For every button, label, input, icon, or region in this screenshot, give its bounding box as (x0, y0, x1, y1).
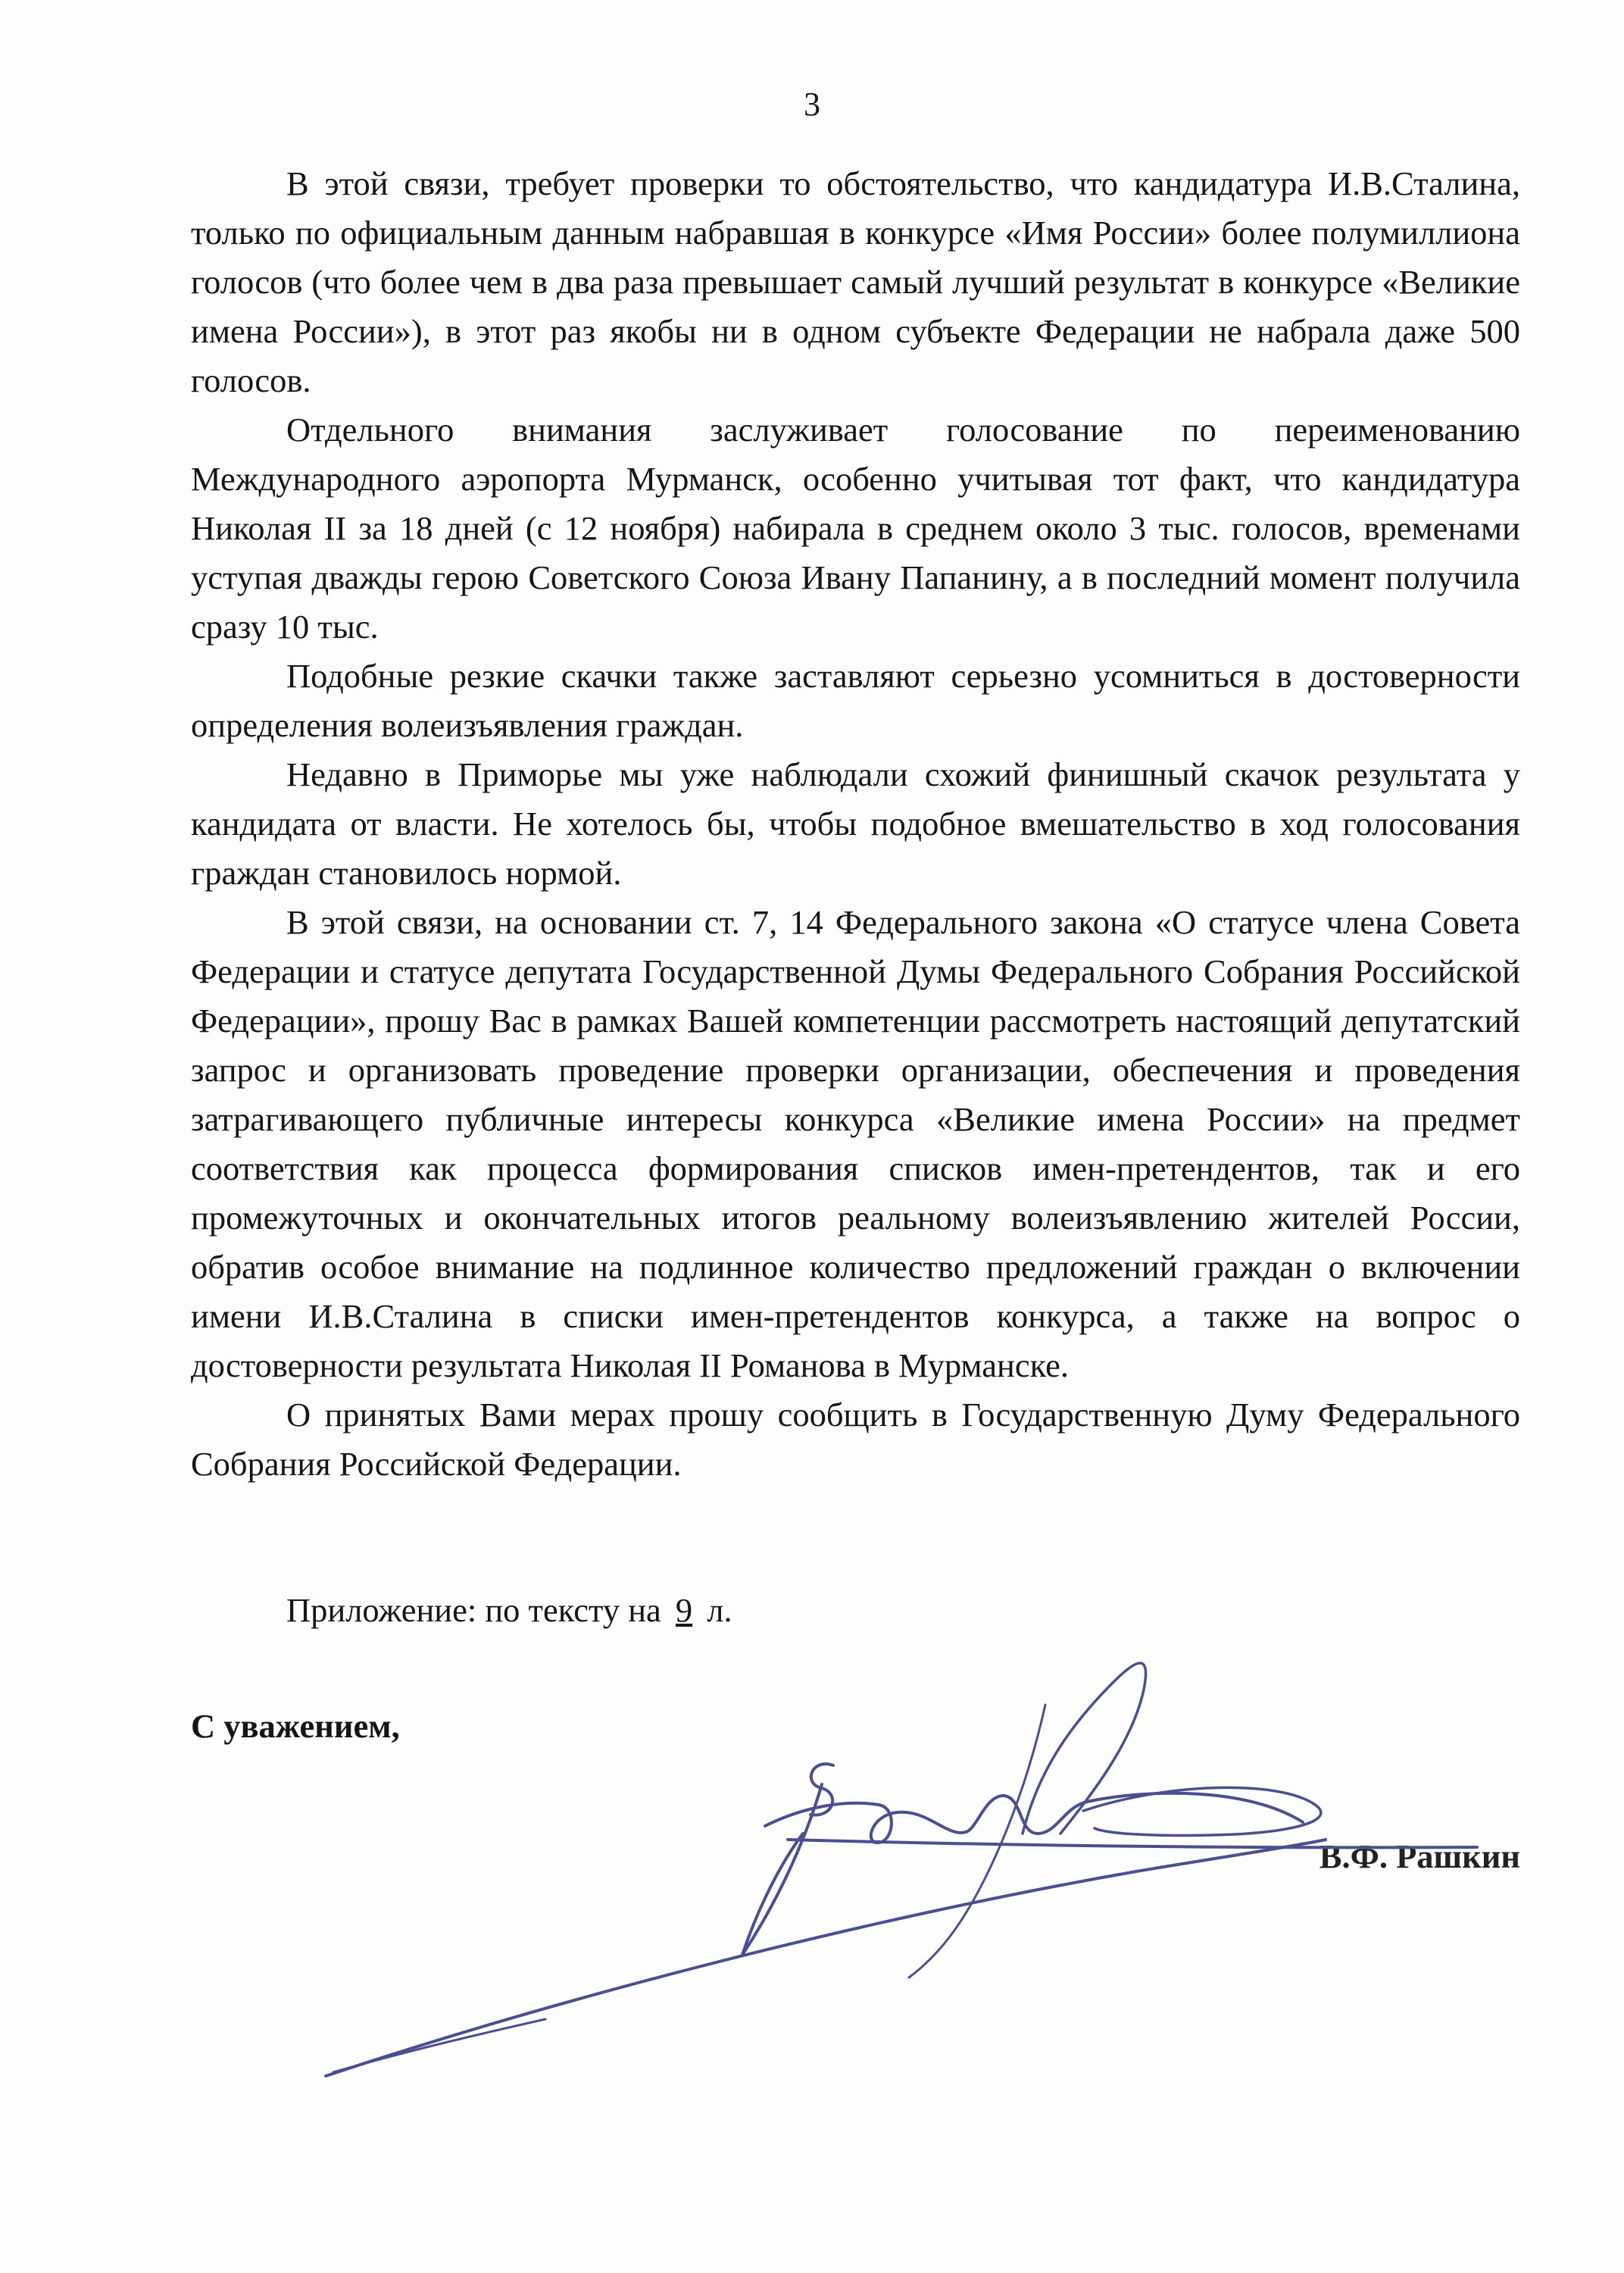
closing-salutation: С уважением, (191, 1707, 400, 1745)
signature-right-loop (1083, 1787, 1321, 1835)
page-number: 3 (804, 86, 820, 123)
signature-return-sweep (333, 2019, 545, 2072)
paragraph-sharp-jumps: Подобные резкие скачки также заставляют серьезно усомниться в достоверности определения волеизъявления граждан. (191, 657, 1520, 744)
signature-tail (909, 1705, 1045, 1978)
paragraph-stalin-votes: В этой связи, требует проверки то обстоятельство, что кандидатура И.В.Сталина, только по официальным данным набравшая в конкурсе «Имя России» более полумиллиона голосов (что более чем в два раза превышает самый лучший результат в конкурсе «Великие имена России»), в этот раз якобы ни в одном субъекте Федерации не набрала даже 500 голосов. (191, 164, 1520, 399)
attachment-prefix: Приложение: по тексту на (286, 1591, 661, 1629)
attachment-suffix: л. (707, 1591, 732, 1629)
paragraph-request: В этой связи, на основании ст. 7, 14 Федерального закона «О статусе члена Совета Федерации и статусе депутата Государственной Думы Федерального Собрания Российской Федерации», прошу Вас в рамках Вашей компетенции рассмотреть настоящий депутатский запрос и организовать проведение проверки организации, обеспечения и проведения затрагивающего публичные интересы конкурса «Великие имена России» на предмет соответствия как процесса формирования списков имен-претендентов, так и его промежуточных и окончательных итогов реальному волеизъявлению жителей России, обратив особое внимание на подлинное количество предложений граждан о включении имени И.В.Сталина в списки имен-претендентов конкурса, а также на вопрос о достоверности результата Николая II Романова в Мурманске. (191, 903, 1520, 1384)
attachment-page-count: 9 (675, 1591, 693, 1629)
signer-name: В.Ф. Рашкин (1319, 1837, 1520, 1875)
attachment-line (286, 1587, 732, 1633)
paragraph-murmansk-airport: Отдельного внимания заслуживает голосование по переименованию Международного аэропорта Мурманск, особенно учитывая тот факт, что кандидатура Николая II за 18 дней (с 12 ноября) набирала в среднем около 3 тыс. голосов, временами уступая дважды герою Советского Союза Ивану Папанину, а в последний момент получила сразу 10 тыс. (191, 411, 1520, 646)
paragraph-primorye: Недавно в Приморье мы уже наблюдали схожий финишный скачок результата у кандидата от власти. Не хотелось бы, чтобы подобное вмешательство в ход голосования граждан становилось нормой. (191, 755, 1520, 892)
letter-body (191, 159, 1520, 1489)
signature-upper-loop (1023, 1663, 1146, 1834)
paragraph-report-back: О принятых Вами мерах прошу сообщить в Государственную Думу Федерального Собрания Российской Федерации. (191, 1396, 1520, 1483)
signature-initial-b (742, 1764, 833, 1955)
signature-long-sweep (326, 1840, 1326, 2076)
signature-body (765, 1793, 1303, 1843)
